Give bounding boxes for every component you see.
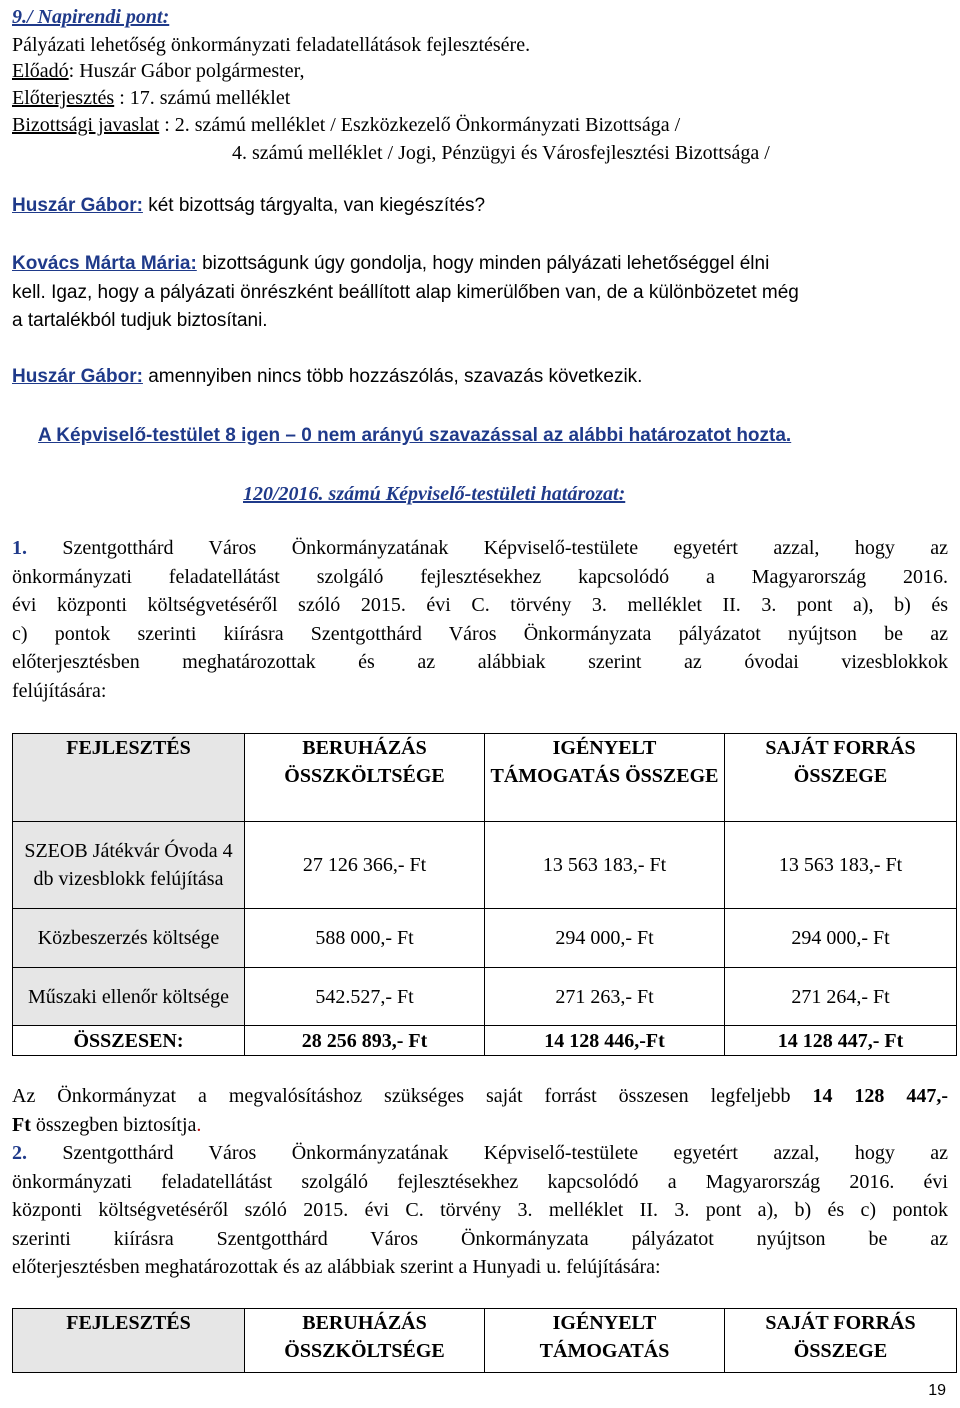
p2-line-2: önkormányzati feladatellátást szolgáló fejlesztésekhez kapcsolódó a Magyarország 2016. évi — [12, 1170, 948, 1193]
table-header-row — [13, 1309, 957, 1373]
own-funds-line-2 — [12, 1111, 948, 1140]
presenter-label: Előadó — [12, 60, 69, 82]
total-cell: ÖSSZESEN: — [13, 1026, 245, 1056]
table-row — [13, 968, 957, 1026]
own-funds-text-2: összegben biztosítja — [30, 1113, 197, 1136]
header-cell: FEJLESZTÉS — [13, 1309, 245, 1373]
header-cell: SAJÁT FORRÁS ÖSSZEGE — [725, 1309, 957, 1373]
committee-value-1: : 2. számú melléklet / Eszközkezelő Önkormányzati Bizottsága / — [159, 114, 681, 136]
funding-table-2 — [12, 1308, 957, 1373]
proposal-label: Előterjesztés — [12, 87, 115, 109]
table-cell: SZEOB Játékvár Óvoda 4 db vizesblokk felújítása — [13, 822, 245, 909]
committee-line — [12, 112, 680, 138]
discussion-1 — [12, 193, 485, 219]
discussion-text-2c: a tartalékból tudjuk biztosítani. — [12, 310, 268, 331]
table-header-row — [13, 734, 957, 822]
discussion-2a — [12, 251, 769, 277]
resolution-paragraph-1 — [12, 534, 948, 706]
table-cell: 271 263,- Ft — [485, 968, 725, 1026]
agenda-heading: 9./ Napirendi pont: — [12, 6, 170, 28]
p1-line-4: c) pontok szerinti kiírásra Szentgotthárd Város Önkormányzata pályázatot nyújtson be az — [12, 622, 948, 645]
own-funds-ft: Ft — [12, 1113, 31, 1136]
page-number: 19 — [928, 1382, 946, 1399]
p2-line-1 — [12, 1139, 948, 1168]
table-row — [13, 909, 957, 968]
table-cell: 294 000,- Ft — [725, 909, 957, 968]
table-cell: 542.527,- Ft — [245, 968, 485, 1026]
own-funds-dot: . — [196, 1113, 202, 1136]
p1-line-3: évi központi költségvetéséről szóló 2015. évi C. törvény 3. melléklet II. 3. pont a), b) és — [12, 594, 948, 617]
header-cell: IGÉNYELT TÁMOGATÁS — [485, 1309, 725, 1373]
table-cell: Közbeszerzés költsége — [13, 909, 245, 968]
own-funds-text-1: Az Önkormányzat a megvalósításhoz szükséges saját forrást összesen legfeljebb — [12, 1085, 813, 1107]
resolution-title: 120/2016. számú Képviselő-testületi határozat: — [243, 483, 626, 505]
resolution-paragraph-2 — [12, 1139, 948, 1282]
funding-table-1 — [12, 733, 957, 1056]
presenter-value: : Huszár Gábor polgármester, — [68, 60, 305, 82]
own-funds-amount: 14 128 447,- — [812, 1085, 948, 1107]
discussion-text-1: két bizottság tárgyalta, van kiegészítés? — [142, 195, 486, 216]
proposal-line — [12, 85, 290, 111]
p2-line-1-text: Szentgotthárd Város Önkormányzatának Képviselő-testülete egyetért azzal, hogy az — [27, 1142, 948, 1164]
total-cell: 14 128 446,-Ft — [485, 1026, 725, 1056]
table-cell: 271 264,- Ft — [725, 968, 957, 1026]
discussion-3 — [12, 364, 642, 390]
p1-line-6: felújítására: — [12, 679, 107, 702]
header-cell: IGÉNYELT TÁMOGATÁS ÖSSZEGE — [485, 734, 725, 822]
speaker-1: Huszár Gábor: — [12, 195, 143, 216]
own-funds-paragraph — [12, 1082, 948, 1139]
header-cell: BERUHÁZÁS ÖSSZKÖLTSÉGE — [245, 1309, 485, 1373]
table-cell: 13 563 183,- Ft — [725, 822, 957, 909]
speaker-3: Huszár Gábor: — [12, 366, 143, 387]
agenda-subject: Pályázati lehetőség önkormányzati feladatellátások fejlesztésére. — [12, 34, 531, 56]
p1-line-1-text: Szentgotthárd Város Önkormányzatának Képviselő-testülete egyetért azzal, hogy az — [27, 537, 948, 559]
table-cell: 13 563 183,- Ft — [485, 822, 725, 909]
committee-label: Bizottsági javaslat — [12, 114, 160, 136]
header-cell: FEJLESZTÉS — [13, 734, 245, 822]
presenter-line — [12, 58, 304, 84]
p2-number: 2. — [12, 1142, 27, 1164]
committee-value-2: 4. számú melléklet / Jogi, Pénzügyi és Városfejlesztési Bizottsága / — [232, 142, 770, 164]
total-cell: 28 256 893,- Ft — [245, 1026, 485, 1056]
vote-result: A Képviselő-testület 8 igen – 0 nem arányú szavazással az alábbi határozatot hozta. — [38, 425, 792, 446]
p1-line-1 — [12, 534, 948, 563]
table-row — [13, 822, 957, 909]
p1-line-2: önkormányzati feladatellátást szolgáló fejlesztésekhez kapcsolódó a Magyarország 2016. — [12, 565, 948, 588]
discussion-text-2a: bizottságunk úgy gondolja, hogy minden pályázati lehetőséggel élni — [196, 253, 770, 274]
table-cell: 27 126 366,- Ft — [245, 822, 485, 909]
p1-line-5: előterjesztésben meghatározottak és az alábbiak szerint az óvodai vizesblokkok — [12, 651, 948, 674]
table-cell: Műszaki ellenőr költsége — [13, 968, 245, 1026]
proposal-value: : 17. számú melléklet — [114, 87, 291, 109]
speaker-2: Kovács Márta Mária: — [12, 253, 197, 274]
discussion-text-3: amennyiben nincs több hozzászólás, szavazás következik. — [142, 366, 643, 387]
p2-line-3: központi költségvetéséről szóló 2015. évi C. törvény 3. melléklet II. 3. pont a), b) és c) pontok — [12, 1199, 948, 1222]
header-cell: BERUHÁZÁS ÖSSZKÖLTSÉGE — [245, 734, 485, 822]
total-cell: 14 128 447,- Ft — [725, 1026, 957, 1056]
own-funds-line-1 — [12, 1082, 948, 1111]
header-cell: SAJÁT FORRÁS ÖSSZEGE — [725, 734, 957, 822]
p2-line-4: szerinti kiírásra Szentgotthárd Város Önkormányzata pályázatot nyújtson be az — [12, 1227, 948, 1250]
table-cell: 294 000,- Ft — [485, 909, 725, 968]
table-cell: 588 000,- Ft — [245, 909, 485, 968]
table-total-row — [13, 1026, 957, 1056]
p2-line-5: előterjesztésben meghatározottak és az alábbiak szerint a Hunyadi u. felújítására: — [12, 1256, 661, 1279]
p1-number: 1. — [12, 537, 27, 559]
discussion-text-2b: kell. Igaz, hogy a pályázati önrészként beállított alap kimerülőben van, de a különbözetet még — [12, 282, 799, 303]
